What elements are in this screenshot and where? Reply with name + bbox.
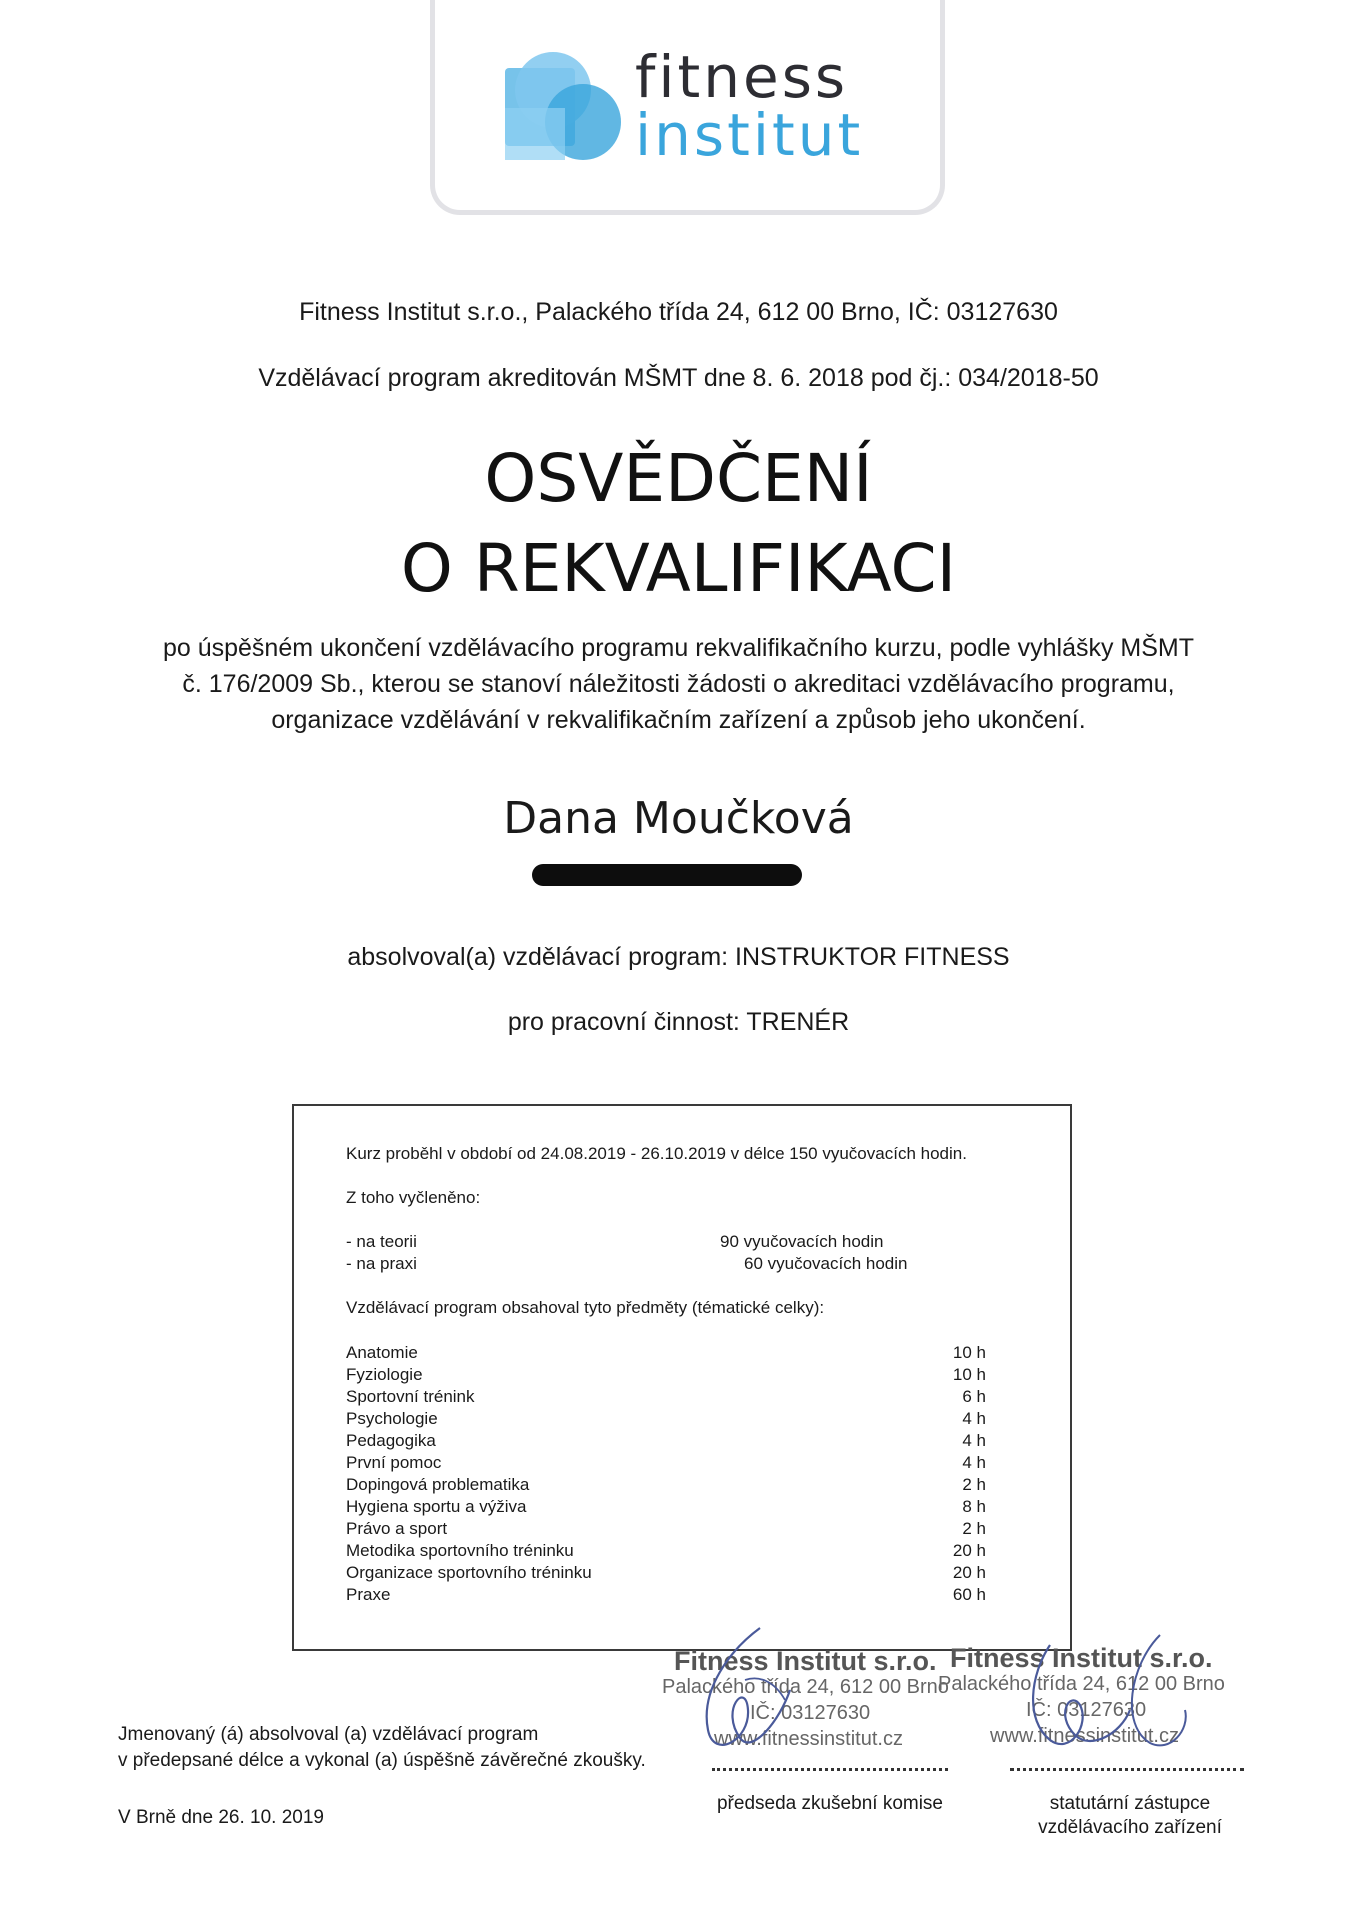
subject-row xyxy=(346,1430,986,1452)
fitness-institut-logo-icon xyxy=(505,50,625,165)
subject-name: Sportovní trénink xyxy=(346,1387,475,1406)
subject-hours: 6 h xyxy=(962,1387,986,1406)
work-activity-line: pro pracovní činnost: TRENÉR xyxy=(507,1008,850,1036)
program-line: absolvoval(a) vzdělávací program: INSTRUKTOR FITNESS xyxy=(347,943,1010,971)
director-label xyxy=(1000,1792,1260,1840)
completion-statement xyxy=(118,1722,646,1774)
description-line: č. 176/2009 Sb., kterou se stanoví náležitosti žádosti o akreditaci vzdělávacího programu, xyxy=(182,670,1175,698)
statement-line: Jmenovaný (á) absolvoval (a) vzdělávací program xyxy=(118,1724,539,1745)
subject-hours: 20 h xyxy=(952,1541,986,1560)
subject-name: Fyziologie xyxy=(346,1365,423,1384)
stamp-web: www.fitnessinstitut.cz xyxy=(990,1725,1179,1747)
chairman-label: předseda zkušební komise xyxy=(716,1793,943,1814)
subject-hours: 60 h xyxy=(952,1585,986,1604)
subject-row xyxy=(346,1474,986,1496)
subject-hours: 2 h xyxy=(962,1519,986,1538)
certificate-title: OSVĚDČENÍ xyxy=(484,440,873,517)
subject-hours: 4 h xyxy=(962,1431,986,1450)
subject-hours: 4 h xyxy=(962,1409,986,1428)
logo-word-institut: institut xyxy=(635,101,864,169)
description-line: organizace vzdělávání v rekvalifikačním zařízení a způsob jeho ukončení. xyxy=(271,706,1086,734)
subject-hours: 4 h xyxy=(962,1453,986,1472)
subject-hours: 8 h xyxy=(962,1497,986,1516)
stamp-company: Fitness Institut s.r.o. xyxy=(950,1643,1213,1673)
subject-row xyxy=(346,1540,986,1562)
recipient-name: Dana Moučková xyxy=(503,793,854,844)
director-signature xyxy=(1010,1625,1210,1765)
subject-name: Metodika sportovního tréninku xyxy=(346,1541,574,1560)
course-period: Kurz proběhl v období od 24.08.2019 - 26.10.2019 v délce 150 vyučovacích hodin. xyxy=(346,1144,967,1163)
statement-line: v předepsané délce a vykonal (a) úspěšně závěrečné zkoušky. xyxy=(118,1750,646,1771)
subject-row xyxy=(346,1408,986,1430)
stamp-web: www.fitnessinstitut.cz xyxy=(714,1728,903,1750)
subject-name: Hygiena sportu a výživa xyxy=(346,1497,527,1516)
organization-line: Fitness Institut s.r.o., Palackého třída 24, 612 00 Brno, IČ: 03127630 xyxy=(299,298,1058,326)
subject-row xyxy=(346,1562,986,1584)
director-label-line: vzdělávacího zařízení xyxy=(1038,1817,1222,1838)
split-heading: Z toho vyčleněno: xyxy=(346,1188,481,1207)
signature-line-right xyxy=(1010,1768,1244,1772)
subject-row xyxy=(346,1452,986,1474)
subject-row xyxy=(346,1584,986,1606)
subject-hours: 10 h xyxy=(952,1365,986,1384)
course-details-box xyxy=(292,1104,1072,1651)
subject-name: Organizace sportovního tréninku xyxy=(346,1563,592,1582)
subject-name: Anatomie xyxy=(346,1343,418,1362)
logo-word-fitness: fitness xyxy=(635,43,849,111)
stamp-address: Palackého třída 24, 612 00 Brno xyxy=(938,1673,1225,1695)
stamp-address: Palackého třída 24, 612 00 Brno xyxy=(662,1676,949,1698)
subject-row xyxy=(346,1496,986,1518)
stamp-company: Fitness Institut s.r.o. xyxy=(674,1646,937,1676)
description-line: po úspěšném ukončení vzdělávacího programu rekvalifikačního kurzu, podle vyhlášky MŠMT xyxy=(162,634,1195,662)
theory-hours: 90 vyučovacích hodin xyxy=(720,1232,884,1251)
accreditation-line: Vzdělávací program akreditován MŠMT dne 8. 6. 2018 pod čj.: 034/2018-50 xyxy=(258,364,1099,392)
subject-name: První pomoc xyxy=(346,1453,442,1472)
practice-hours: 60 vyučovacích hodin xyxy=(744,1254,908,1273)
signature-line-left xyxy=(712,1768,948,1772)
subject-row xyxy=(346,1364,986,1386)
redaction-bar xyxy=(532,864,802,886)
subject-hours: 2 h xyxy=(962,1475,986,1494)
chairman-signature xyxy=(690,1620,810,1770)
theory-label: - na teorii xyxy=(346,1232,417,1251)
subject-row xyxy=(346,1518,986,1540)
certificate-subtitle: O REKVALIFIKACI xyxy=(400,530,957,607)
subject-hours: 20 h xyxy=(952,1563,986,1582)
logo-wordmark xyxy=(635,43,864,169)
practice-label: - na praxi xyxy=(346,1254,417,1273)
subject-hours: 10 h xyxy=(952,1343,986,1362)
subject-row xyxy=(346,1386,986,1408)
subject-name: Pedagogika xyxy=(346,1431,436,1450)
subject-name: Dopingová problematika xyxy=(346,1475,530,1494)
subject-name: Právo a sport xyxy=(346,1519,448,1538)
director-label-line: statutární zástupce xyxy=(1049,1793,1211,1814)
place-date: V Brně dne 26. 10. 2019 xyxy=(118,1807,324,1828)
subject-name: Praxe xyxy=(346,1585,391,1604)
subject-row xyxy=(346,1342,986,1364)
certificate-description xyxy=(0,630,1357,738)
subjects-heading: Vzdělávací program obsahoval tyto předměty (tématické celky): xyxy=(346,1298,825,1317)
subject-name: Psychologie xyxy=(346,1409,438,1428)
stamp-ic: IČ: 03127630 xyxy=(750,1702,871,1724)
stamp-ic: IČ: 03127630 xyxy=(1026,1699,1147,1721)
subjects-list xyxy=(346,1342,986,1606)
